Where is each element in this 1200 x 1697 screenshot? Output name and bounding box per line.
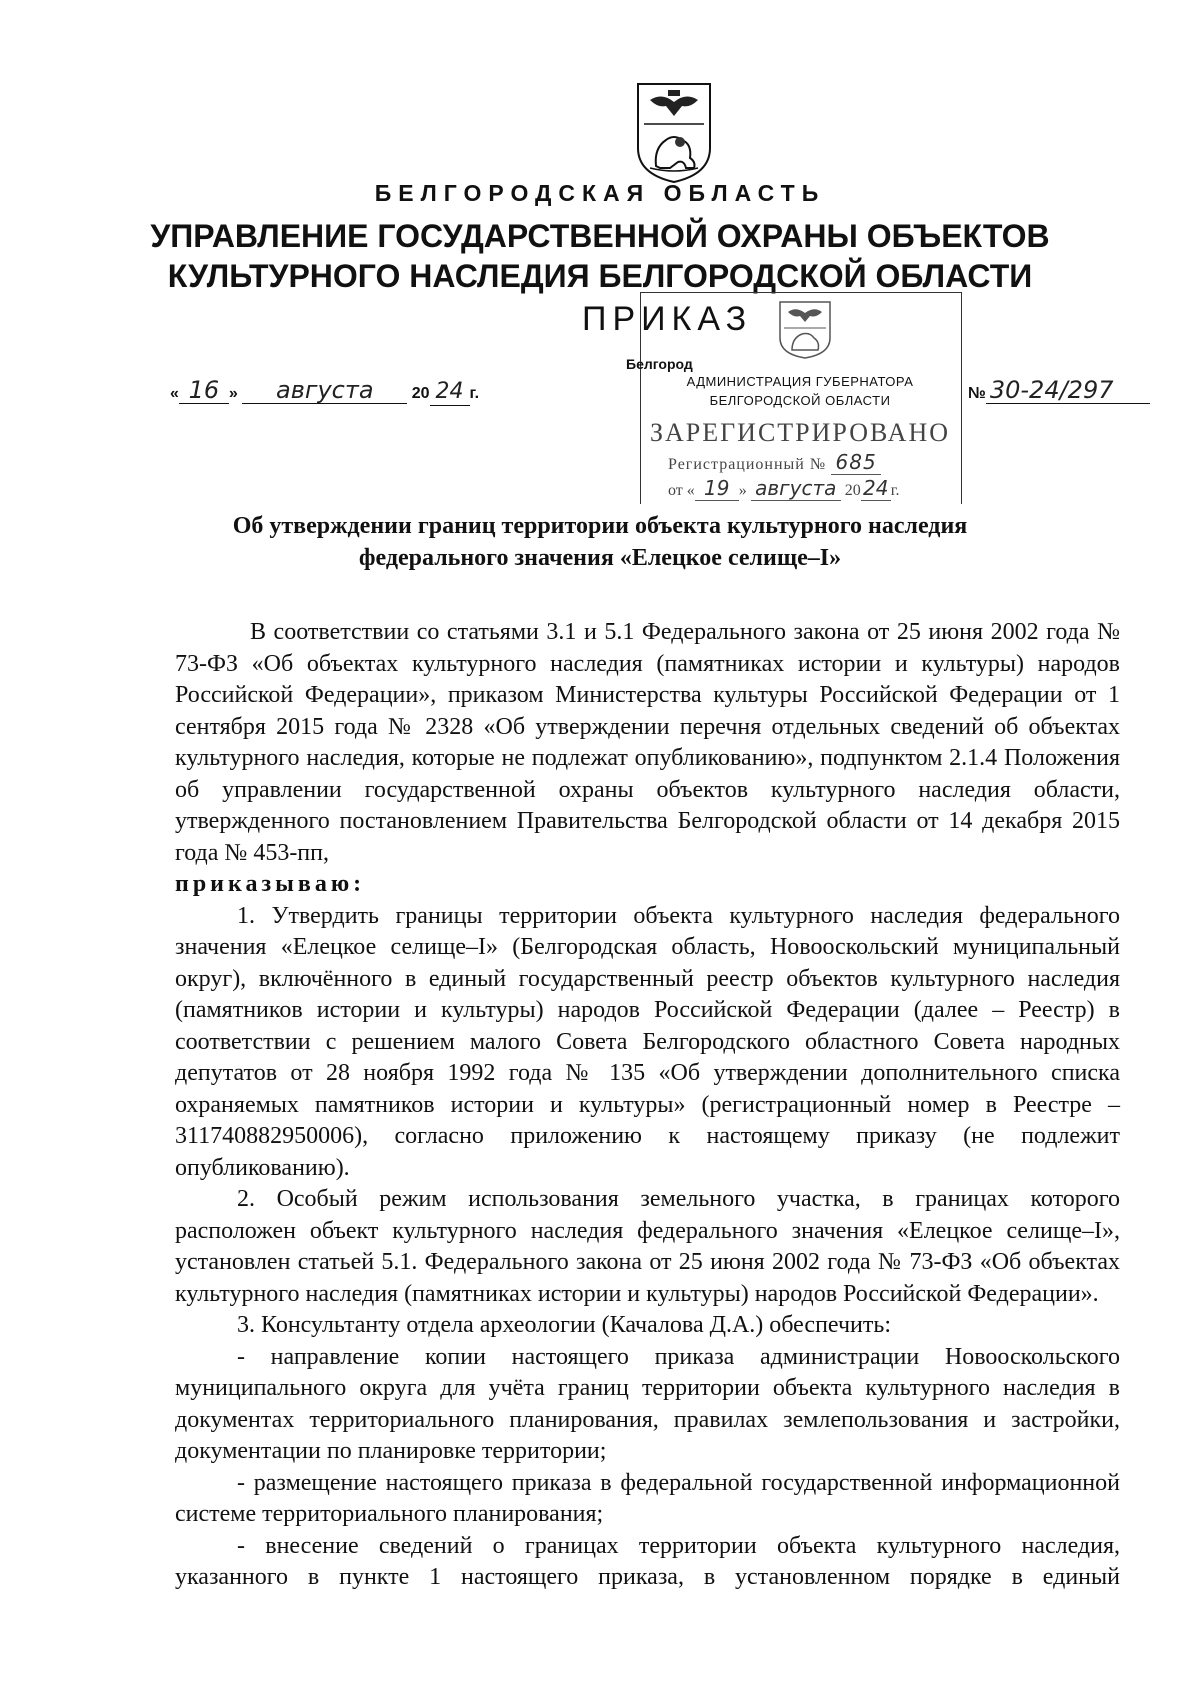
paragraph-3-c: - внесение сведений о границах территории объекта культурного наследия, указанного в пункте 1 настоящего приказа, в установленном порядке в единый — [175, 1532, 1120, 1590]
order-word: приказываю: — [175, 871, 366, 897]
document-type: ПРИКАЗ — [582, 300, 753, 338]
stamp-date-line — [668, 476, 900, 501]
number-value: 30-24/297 — [986, 377, 1150, 404]
number-label: № — [968, 385, 986, 402]
date-year-suffix: 24 — [430, 379, 470, 406]
date-day: 16 — [179, 377, 229, 404]
agency-name — [0, 216, 1200, 296]
stamp-emblem-icon — [770, 298, 840, 360]
coat-of-arms-icon — [630, 78, 718, 186]
paragraph-3: 3. Консультанту отдела археологии (Качалова Д.А.) обеспечить: — [237, 1312, 891, 1338]
stamp-line-2: БЕЛГОРОДСКОЙ ОБЛАСТИ — [709, 393, 891, 408]
agency-line-1: УПРАВЛЕНИЕ ГОСУДАРСТВЕННОЙ ОХРАНЫ ОБЪЕКТОВ — [150, 218, 1050, 254]
stamp-date-month: августа — [751, 476, 841, 501]
stamp-date-mid: » — [738, 482, 747, 499]
paragraph-3-b: - размещение настоящего приказа в федеральной государственной информационной системе территориального планирования; — [175, 1469, 1120, 1527]
stamp-date-prefix: от « — [668, 482, 695, 499]
preamble: В соответствии со статьями 3.1 и 5.1 Федерального закона от 25 июня 2002 года № 73-ФЗ «Об объектах культурного наследия (памятниках истории и культуры) народов Российской Федерации», приказом Министерства культуры Российской Федерации от 1 сентября 2015 года № 2328 «Об утверждении перечня отдельных сведений об объектах культурного наследия, которые не подлежат опубликованию», подпунктом 2.1.4 Положения об управлении государственной охраны объектов культурного наследия области, утвержденного постановлением Правительства Белгородской области от 14 декабря 2015 года № 453-пп, — [175, 619, 1120, 866]
stamp-registered: ЗАРЕГИСТРИРОВАНО — [650, 418, 950, 447]
date-month: августа — [242, 377, 407, 404]
stamp-date-year-prefix: 20 — [844, 482, 861, 499]
city-name: Белгород — [626, 356, 693, 372]
stamp-date-year-mark: г. — [890, 482, 900, 499]
date-year-mark: г. — [469, 385, 480, 402]
agency-line-2: КУЛЬТУРНОГО НАСЛЕДИЯ БЕЛГОРОДСКОЙ ОБЛАСТИ — [167, 258, 1033, 294]
stamp-line-1: АДМИНИСТРАЦИЯ ГУБЕРНАТОРА — [686, 374, 914, 389]
stamp-reg-label: Регистрационный № — [668, 456, 827, 473]
date-year-prefix: 20 — [411, 385, 430, 402]
date-close-quote: » — [228, 385, 238, 402]
paragraph-3-a: - направление копии настоящего приказа администрации Новооскольского муниципального округа для учёта границ территории объекта культурного наследия в документах территориального планирования, правилах землепользования и застройки, документации по планировке территории; — [175, 1343, 1120, 1464]
document-title — [0, 510, 1200, 574]
region-name: БЕЛГОРОДСКАЯ ОБЛАСТЬ — [374, 180, 826, 206]
document-title-line-1: Об утверждении границ территории объекта культурного наследия — [232, 513, 968, 539]
paragraph-1: 1. Утвердить границы территории объекта культурного наследия федерального значения «Елецкое селище–I» (Белгородская область, Новооскольский муниципальный округ), включённого в единый государственный реестр объектов культурного наследия (памятников истории и культуры) народов Российской Федерации (далее – Реестр) в соответствии с решением малого Совета Белгородского областного Совета народных депутатов от 28 ноября 1992 года № 135 «Об утверждении дополнительного списка охраняемых памятников истории и культуры» (регистрационный номер в Реестре – 311740882950006), согласно приложению к настоящему приказу (не подлежит опубликованию). — [175, 902, 1120, 1181]
stamp-date-day: 19 — [695, 476, 739, 501]
date-open-quote: « — [170, 385, 179, 402]
stamp-reg-number-line — [668, 450, 881, 475]
stamp-date-year-suffix: 24 — [861, 476, 891, 501]
order-number — [968, 377, 1150, 404]
stamp-reg-number: 685 — [831, 450, 881, 475]
document-title-line-2: федерального значения «Елецкое селище–I» — [358, 545, 842, 571]
document-body — [175, 617, 1120, 1594]
paragraph-2: 2. Особый режим использования земельного участка, в границах которого расположен объект культурного наследия федерального значения «Елецкое селище–I», установлен статьей 5.1. Федерального закона от 25 июня 2002 года № 73-ФЗ «Об объектах культурного наследия (памятниках истории и культуры) народов Российской Федерации». — [175, 1186, 1120, 1307]
order-date — [170, 377, 479, 406]
